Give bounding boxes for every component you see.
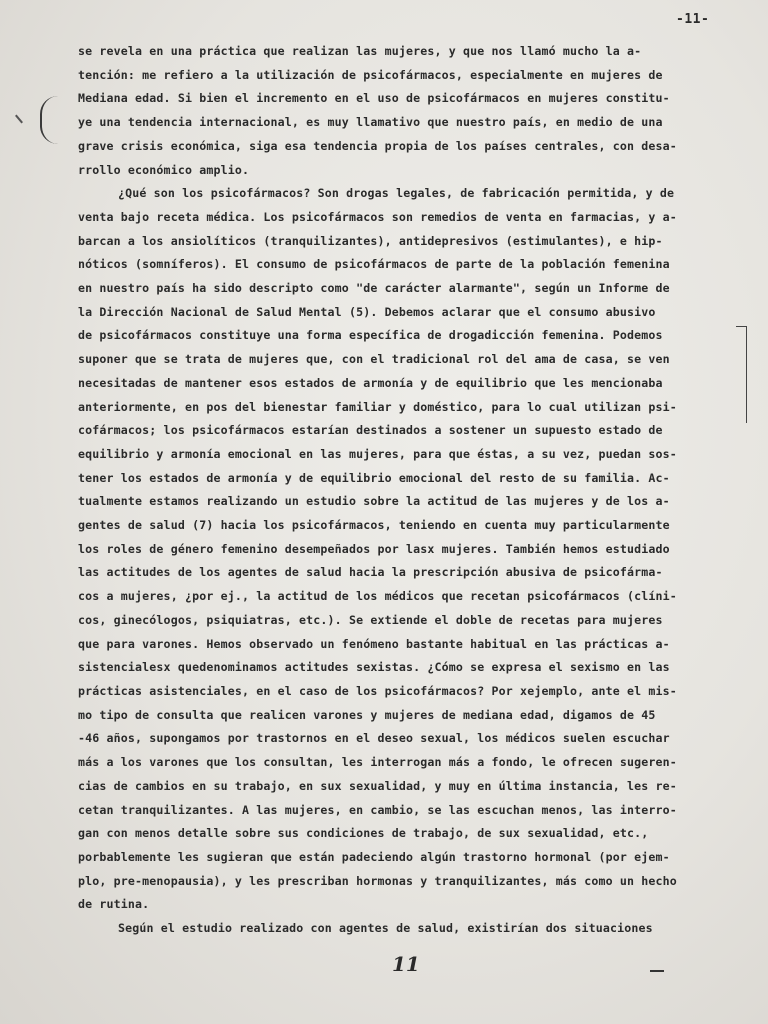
margin-bracket-right-mark (736, 326, 747, 423)
text-line: las actitudes de los agentes de salud hacia la prescripción abusiva de psicofárma- (78, 565, 663, 580)
page-number: -11- (676, 12, 710, 27)
text-line: Mediana edad. Si bien el incremento en el uso de psicofármacos en mujeres constitu- (78, 91, 670, 106)
text-line: tualmente estamos realizando un estudio sobre la actitud de las mujeres y de los a- (78, 494, 670, 509)
text-line: cos a mujeres, ¿por ej., la actitud de los médicos que recetan psicofármacos (clíni- (78, 589, 677, 604)
margin-tick-mark (15, 115, 23, 124)
text-line: mo tipo de consulta que realicen varones y mujeres de mediana edad, digamos de 45 (78, 707, 656, 722)
text-line: sistencialesx quedenominamos actitudes sexistas. ¿Cómo se expresa el sexismo en las (78, 660, 670, 675)
text-line: más a los varones que los consultan, les interrogan más a fondo, le ofrecen sugeren- (78, 755, 677, 770)
text-line: ye una tendencia internacional, es muy llamativo que nuestro país, en medio de una (78, 115, 663, 130)
text-line: cias de cambios en su trabajo, en sux sexualidad, y muy en última instancia, les re- (78, 778, 677, 793)
text-line: tener los estados de armonía y de equilibrio emocional del resto de su familia. Ac- (78, 470, 670, 485)
text-line: -46 años, supongamos por trastornos en el deseo sexual, los médicos suelen escuchar (78, 731, 670, 746)
text-line: los roles de género femenino desempeñados por lasx mujeres. También hemos estudiado (78, 541, 670, 556)
text-line: Según el estudio realizado con agentes de salud, existirían dos situaciones (118, 921, 653, 936)
text-line: porbablemente les sugieran que están padeciendo algún trastorno hormonal (por ejem- (78, 849, 670, 864)
text-line: la Dirección Nacional de Salud Mental (5). Debemos aclarar que el consumo abusivo (78, 304, 656, 319)
text-line: grave crisis económica, siga esa tendencia propia de los países centrales, con desa- (78, 138, 677, 153)
text-line: anteriormente, en pos del bienestar familiar y doméstico, para lo cual utilizan psi- (78, 399, 677, 414)
handwritten-initials: 11 (392, 952, 420, 976)
text-line: de psicofármacos constituye una forma específica de drogadicción femenina. Podemos (78, 328, 663, 343)
text-line: barcan a los ansiolíticos (tranquilizantes), antidepresivos (estimulantes), e hip- (78, 233, 663, 248)
text-line: que para varones. Hemos observado un fenómeno bastante habitual en las prácticas a- (78, 636, 670, 651)
text-line: de rutina. (78, 897, 150, 912)
text-line: plo, pre-menopausia), y les prescriban hormonas y tranquilizantes, más como un hecho (78, 873, 677, 888)
text-line: gentes de salud (7) hacia los psicofármacos, teniendo en cuenta muy particularmente (78, 518, 670, 533)
text-line: venta bajo receta médica. Los psicofármacos son remedios de venta en farmacias, y a- (78, 209, 677, 224)
text-line: rrollo económico amplio. (78, 162, 250, 177)
text-line: equilibrio y armonía emocional en las mujeres, para que éstas, a su vez, puedan sos- (78, 446, 677, 461)
text-line: en nuestro país ha sido descripto como "de carácter alarmante", según un Informe de (78, 281, 670, 296)
text-line: necesitadas de mantener esos estados de armonía y de equilibrio que les mencionaba (78, 375, 663, 390)
text-line: cos, ginecólogos, psiquiatras, etc.). Se extiende el doble de recetas para mujeres (78, 612, 663, 627)
text-line: cofármacos; los psicofármacos estarían destinados a sostener un supuesto estado de (78, 423, 663, 438)
text-line: suponer que se trata de mujeres que, con el tradicional rol del ama de casa, se ven (78, 352, 670, 367)
text-line: se revela en una práctica que realizan las mujeres, y que nos llamó mucho la a- (78, 44, 642, 58)
text-line: ¿Qué son los psicofármacos? Son drogas legales, de fabricación permitida, y de (118, 186, 675, 201)
margin-bracket-mark (40, 96, 60, 144)
text-line: nóticos (somníferos). El consumo de psicofármacos de parte de la población femenina (78, 257, 670, 272)
text-line: tención: me refiero a la utilización de psicofármacos, especialmente en mujeres de (78, 67, 663, 82)
text-line: gan con menos detalle sobre sus condiciones de trabajo, de sux sexualidad, etc., (78, 826, 649, 841)
text-line: cetan tranquilizantes. A las mujeres, en cambio, se las escuchan menos, las interro- (78, 802, 677, 817)
dash-mark (650, 970, 664, 972)
text-line: prácticas asistenciales, en el caso de los psicofármacos? Por xejemplo, ante el mis- (78, 683, 677, 698)
body-text (78, 40, 736, 941)
